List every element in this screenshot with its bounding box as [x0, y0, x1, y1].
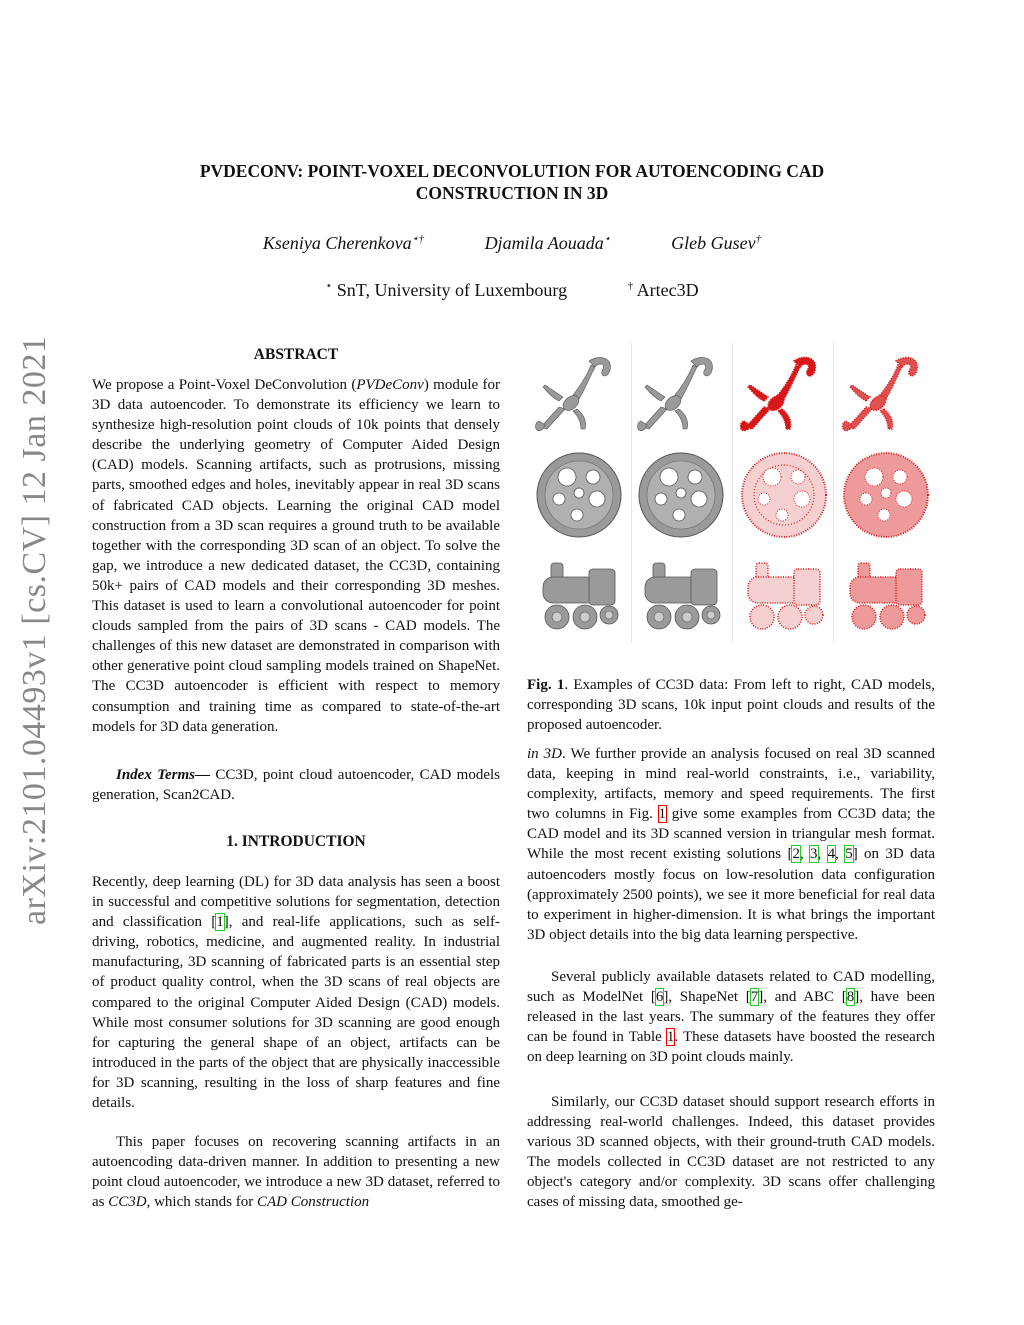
arxiv-identifier: arXiv:2101.04493v1 [cs.CV] 12 Jan 2021 [16, 335, 53, 925]
train-input-point-cloud [734, 549, 834, 644]
citation-link[interactable]: 5 [845, 846, 853, 863]
introduction-heading: 1. INTRODUCTION [226, 833, 366, 850]
right-paragraph-3: Similarly, our CC3D dataset should support research efforts in addressing real-world challenges. Indeed, this dataset provides various 3D scanned objects, with their ground-truth CAD models. The models collected in CC3D dataset are not restricted to any object's category and/or complexity. 3D scans offer challenging cases of missing data, smoothed ge- [527, 1094, 935, 1211]
train-3d-scan [631, 549, 731, 644]
right-paragraph-2: Several publicly available datasets related to CAD modelling, such as ModelNet [6], ShapeNet [7], and ABC [8], have been released in the last years. The summary of the features they offer can be found in Table 1. These datasets have boosted the research on deep learning on 3D point clouds mainly. [527, 969, 935, 1066]
wheel-3d-scan [631, 447, 731, 542]
affiliation: ⋆ SnT, University of Luxembourg [325, 280, 568, 300]
figure-divider [732, 343, 733, 643]
figure-1 [527, 343, 937, 648]
author: Kseniya Cherenkova⋆† [262, 233, 425, 253]
figure-link[interactable]: 1 [658, 806, 667, 823]
author: Djamila Aouada⋆ [484, 233, 611, 253]
intro-paragraph-2: This paper focuses on recovering scanning artifacts in an autoencoding data-driven manner. In addition to presenting a new point cloud autoencoder, we introduce a new 3D dataset, referred to as CC3D, which stands for CAD Construction [92, 1134, 500, 1211]
scorpion-input-point-cloud [734, 349, 834, 444]
citation-link[interactable]: 6 [655, 989, 664, 1006]
wheel-input-point-cloud [734, 447, 834, 542]
author: Gleb Gusev† [671, 233, 762, 253]
scorpion-cad-model [529, 349, 629, 444]
citation-link[interactable]: 7 [750, 989, 759, 1006]
scorpion-autoencoder-result [836, 349, 936, 444]
wheel-autoencoder-result [836, 447, 936, 542]
train-cad-model [529, 549, 629, 644]
index-terms: Index Terms— CC3D, point cloud autoencoder, CAD models generation, Scan2CAD. [92, 767, 501, 804]
citation-link[interactable]: 4 [827, 846, 836, 863]
citation-link[interactable]: 2 [792, 846, 800, 863]
citation-link[interactable]: 8 [846, 989, 855, 1006]
scorpion-3d-scan [631, 349, 731, 444]
paper-title [120, 160, 904, 204]
intro-paragraph-1: Recently, deep learning (DL) for 3D data analysis has seen a boost in successful and competitive solutions for segmentation, detection and classification [1], and real-life applications, such as self-driving, robotics, medicine, and augmented reality. In industrial manufacturing, 3D scanning of fabricated parts is an essential step of product quality control, when the 3D scans of real objects are compared to the original Computer Aided Design (CAD) models. While most consumer solutions for 3D scanning are good enough for capturing the general shape of an object, artifacts can be introduced in the parts of the object that are physically inaccessible for 3D scanning, resulting in the loss of sharp features and fine details. [92, 874, 500, 1112]
citation-link[interactable]: 1 [216, 914, 224, 931]
title-line-1: PVDECONV: POINT-VOXEL DECONVOLUTION FOR AUTOENCODING CAD [199, 161, 825, 181]
train-autoencoder-result [836, 549, 936, 644]
affiliations [0, 279, 1024, 301]
citation-link[interactable]: 3 [810, 846, 818, 863]
wheel-cad-model [529, 447, 629, 542]
author-list [0, 232, 1024, 254]
abstract-text: We propose a Point-Voxel DeConvolution (PVDeConv) module for 3D data autoencoder. To demonstrate its efficiency we learn to synthesize high-resolution point clouds of 10k points that densely describe the underlying geometry of Computer Aided Design (CAD) models. Scanning artifacts, such as protrusions, missing parts, smoothed edges and holes, inevitably appear in real 3D scans of fabricated CAD objects. Learning the original CAD model construction from a 3D scan requires a ground truth to be available together with the corresponding 3D scan of an object. To solve the gap, we introduce a new dedicated dataset, the CC3D, containing 50k+ pairs of CAD models and their corresponding 3D meshes. This dataset is used to learn a convolutional autoencoder for point clouds sampled from the pairs of 3D scans - CAD models. The challenges of this new dataset are demonstrated in comparison with other generative point cloud sampling models trained on ShapeNet. The CC3D autoencoder is efficient with respect to memory consumption and training time as compared to state-of-the-art models for 3D data generation. [92, 377, 501, 735]
title-line-2: CONSTRUCTION IN 3D [415, 183, 609, 203]
table-link[interactable]: 1 [666, 1029, 675, 1046]
right-paragraph-1: in 3D. We further provide an analysis focused on real 3D scanned data, keeping in mind real-world constraints, i.e., variability, complexity, artifacts, memory and speed requirements. The first two columns in Fig. 1 give some examples from CC3D data; the CAD model and its 3D scanned version in triangular mesh format. While the most recent existing solutions [2, 3, 4, 5] on 3D data autoencoders mostly focus on low-resolution data configuration (approximately 2500 points), we see it more beneficial for real data to experiment in higher-dimension. It is what brings the important 3D object details into the big data learning perspective. [527, 746, 936, 943]
abstract-heading: ABSTRACT [253, 346, 339, 363]
affiliation: † Artec3D [627, 280, 699, 300]
figure-1-caption: Fig. 1. Examples of CC3D data: From left to right, CAD models, corresponding 3D scans, 10k input point clouds and results of the proposed autoencoder. [527, 677, 935, 734]
